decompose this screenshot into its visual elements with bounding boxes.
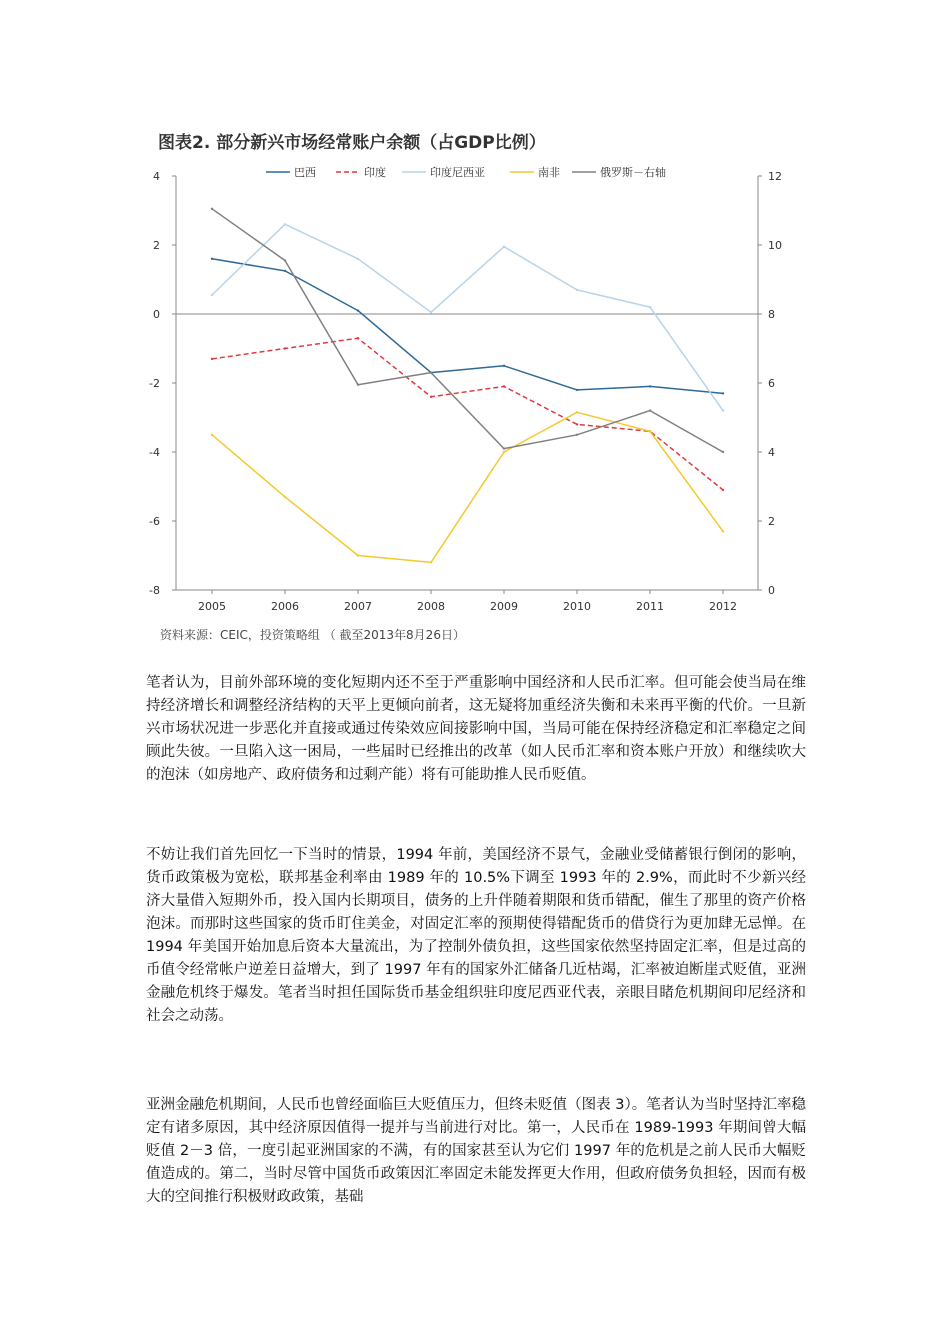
data-point-3-4 (430, 311, 432, 313)
data-point-2-3 (357, 337, 359, 339)
data-point-2-2 (284, 347, 286, 349)
data-point-4-2 (284, 496, 286, 498)
data-point-5-4 (430, 371, 432, 373)
y-left-tick-label: 4 (153, 170, 160, 183)
series-line-4 (212, 412, 723, 562)
x-tick-label: 2009 (490, 600, 518, 613)
x-tick-label: 2011 (636, 600, 664, 613)
y-right-tick-label: 12 (768, 170, 782, 183)
series-layer (211, 208, 724, 564)
chart-area (0, 0, 950, 660)
data-point-4-6 (576, 411, 578, 413)
y-right-tick-label: 2 (768, 515, 775, 528)
paragraph-2: 不妨让我们首先回忆一下当时的情景，1994 年前，美国经济不景气，金融业受储蓄银行倒闭的影响，货币政策极为宽松，联邦基金利率由 1989 年的 10.5%下调至 1993 年的 2.9%，而此时不少新兴经济大量借入短期外币，投入国内长期项目，债务的上升伴随着期限和货币错配，催生了那里的资产价格泡沫。而那时这些国家的货币盯住美金，对固定汇率的预期使得错配货币的借贷行为更加肆无忌惮。在 1994 年美国开始加息后资本大量流出，为了控制外债负担，这些国家依然坚持固定汇率，但是过高的币值令经常帐户逆差日益增大，到了 1997 年有的国家外汇储备几近枯竭，汇率被迫断崖式贬值，亚洲金融危机终于爆发。笔者当时担任国际货币基金组织驻印度尼西亚代表，亲眼目睹危机期间印尼经济和社会之动荡。 (146, 847, 806, 1024)
data-point-2-4 (430, 396, 432, 398)
legend-label: 印度 (364, 166, 386, 179)
x-tick-label: 2008 (417, 600, 445, 613)
y-left-tick-label: -6 (149, 515, 160, 528)
legend-label: 俄罗斯－右轴 (600, 166, 666, 179)
x-tick-label: 2007 (344, 600, 372, 613)
data-point-1-2 (284, 270, 286, 272)
data-point-2-1 (211, 358, 213, 360)
data-point-5-1 (211, 208, 213, 210)
data-point-4-4 (430, 561, 432, 563)
data-point-3-7 (649, 306, 651, 308)
data-point-5-7 (649, 409, 651, 411)
paragraph-1: 笔者认为，目前外部环境的变化短期内还不至于严重影响中国经济和人民币汇率。但可能会使当局在维持经济增长和调整经济结构的天平上更倾向前者，这无疑将加重经济失衡和未来再平衡的代价。一旦新兴市场状况进一步恶化并直接或通过传染效应间接影响中国，当局可能在保持经济稳定和汇率稳定之间顾此失彼。一旦陷入这一困局，一些届时已经推出的改革（如人民币汇率和资本账户开放）和继续吹大的泡沫（如房地产、政府债务和过剩产能）将有可能助推人民币贬值。 (146, 675, 806, 783)
data-point-3-6 (576, 289, 578, 291)
data-point-2-6 (576, 423, 578, 425)
data-point-1-5 (503, 365, 505, 367)
legend-label: 印度尼西亚 (430, 166, 485, 179)
data-point-1-6 (576, 389, 578, 391)
data-point-5-3 (357, 384, 359, 386)
data-point-4-8 (722, 530, 724, 532)
data-point-1-7 (649, 385, 651, 387)
y-right-tick-label: 4 (768, 446, 775, 459)
y-left-tick-label: -4 (149, 446, 160, 459)
y-left-tick-label: 2 (153, 239, 160, 252)
legend-label: 巴西 (294, 166, 316, 179)
data-point-1-3 (357, 309, 359, 311)
data-point-3-8 (722, 409, 724, 411)
data-point-1-1 (211, 258, 213, 260)
data-point-4-7 (649, 430, 651, 432)
y-left-tick-label: -2 (149, 377, 160, 390)
series-line-5 (212, 209, 723, 452)
data-point-5-5 (503, 447, 505, 449)
data-point-5-2 (284, 259, 286, 261)
data-point-3-3 (357, 258, 359, 260)
data-point-5-6 (576, 434, 578, 436)
data-point-2-8 (722, 489, 724, 491)
y-left-tick-label: -8 (149, 584, 160, 597)
series-line-3 (212, 224, 723, 410)
y-right-tick-label: 0 (768, 584, 775, 597)
data-point-1-8 (722, 392, 724, 394)
paragraph-3: 亚洲金融危机期间，人民币也曾经面临巨大贬值压力，但终未贬值（图表 3）。笔者认为当时坚持汇率稳定有诸多原因，其中经济原因值得一提并与当前进行对比。第一，人民币在 1989-1993 年期间曾大幅贬值 2－3 倍，一度引起亚洲国家的不满，有的国家甚至认为它们 1997 年的危机是之前人民币大幅贬值造成的。第二，当时尽管中国货币政策因汇率固定未能发挥更大作用，但政府债务负担轻，因而有极大的空间推行积极财政政策，基础 (146, 1097, 806, 1205)
series-line-2 (212, 338, 723, 490)
source-note: 资料来源：CEIC，投资策略组 （ 截至2013年8月26日） (160, 628, 465, 642)
x-tick-label: 2012 (709, 600, 737, 613)
x-tick-label: 2010 (563, 600, 591, 613)
data-point-3-2 (284, 223, 286, 225)
chart-title: 图表2. 部分新兴市场经常账户余额（占GDP比例） (158, 133, 546, 153)
y-right-tick-label: 10 (768, 239, 782, 252)
x-tick-label: 2006 (271, 600, 299, 613)
data-point-4-3 (357, 554, 359, 556)
y-right-tick-label: 6 (768, 377, 775, 390)
legend-label: 南非 (538, 166, 560, 179)
x-tick-label: 2005 (198, 600, 226, 613)
data-point-5-8 (722, 451, 724, 453)
data-point-2-5 (503, 385, 505, 387)
data-point-3-5 (503, 246, 505, 248)
data-point-4-5 (503, 451, 505, 453)
data-point-4-1 (211, 434, 213, 436)
y-left-tick-label: 0 (153, 308, 160, 321)
legend (266, 165, 666, 179)
y-right-tick-label: 8 (768, 308, 775, 321)
data-point-3-1 (211, 294, 213, 296)
